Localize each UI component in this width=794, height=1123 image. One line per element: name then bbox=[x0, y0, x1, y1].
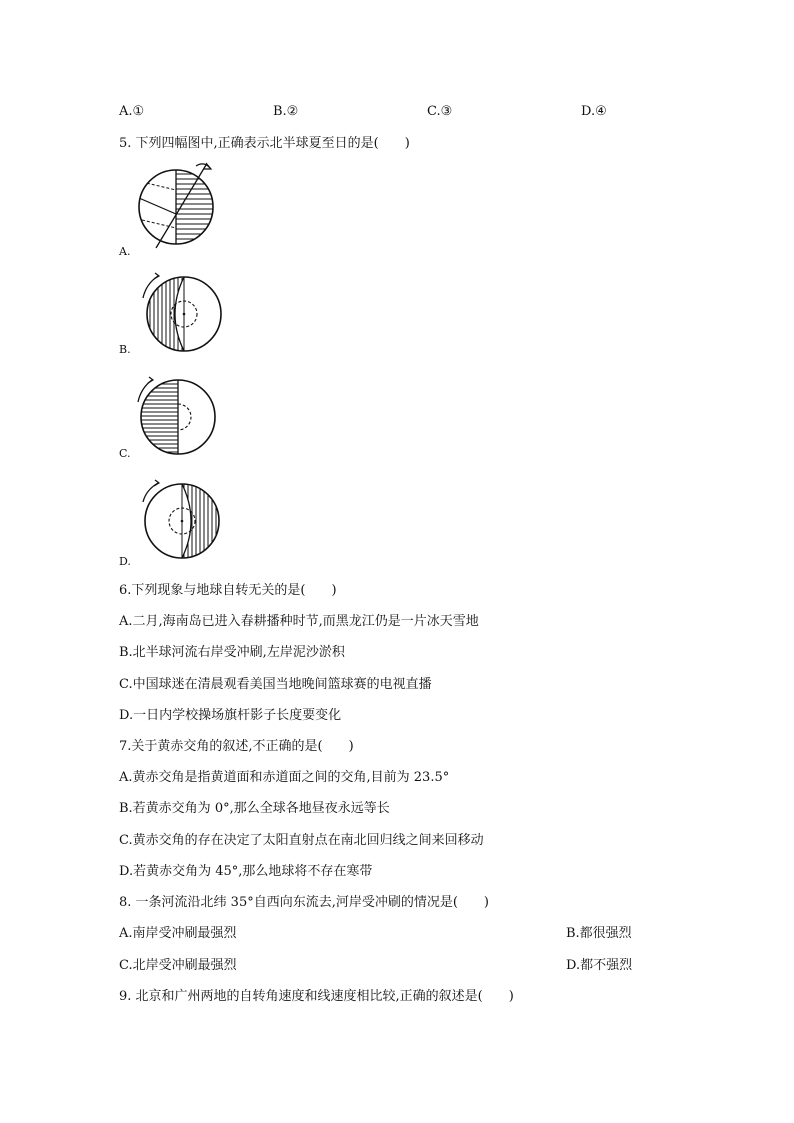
q5-figure-b bbox=[138, 270, 228, 360]
q5-label-d: D. bbox=[119, 555, 131, 568]
q8-option-d: D.都不强烈 bbox=[566, 958, 633, 973]
q6-option-d: D.一日内学校操场旗杆影子长度要变化 bbox=[119, 708, 342, 723]
q7-option-d: D.若黄赤交角为 45°,那么地球将不存在寒带 bbox=[119, 864, 373, 879]
q6-option-b: B.北半球河流右岸受冲刷,左岸泥沙淤积 bbox=[119, 645, 345, 660]
q8-option-c: C.北岸受冲刷最强烈 bbox=[119, 958, 237, 973]
q9-stem: 9. 北京和广州两地的自转角速度和线速度相比较,正确的叙述是( ) bbox=[119, 989, 514, 1004]
q6-stem: 6.下列现象与地球自转无关的是( ) bbox=[119, 583, 337, 598]
q7-stem: 7.关于黄赤交角的叙述,不正确的是( ) bbox=[119, 739, 354, 754]
q5-figure-a bbox=[134, 162, 234, 252]
q8-option-b: B.都很强烈 bbox=[566, 926, 632, 941]
q8-option-a: A.南岸受冲刷最强烈 bbox=[119, 926, 237, 941]
q5-label-a: A. bbox=[119, 245, 131, 258]
q5-stem: 5. 下列四幅图中,正确表示北半球夏至日的是( ) bbox=[119, 136, 410, 151]
q4-option-a: A.① bbox=[119, 104, 145, 119]
q4-option-b: B.② bbox=[273, 104, 299, 119]
q4-option-d: D.④ bbox=[581, 104, 607, 119]
q5-figure-d bbox=[138, 478, 228, 566]
q5-label-b: B. bbox=[119, 343, 131, 356]
q4-option-c: C.③ bbox=[427, 104, 453, 119]
q7-option-a: A.黄赤交角是指黄道面和赤道面之间的交角,目前为 23.5° bbox=[119, 770, 450, 785]
q6-option-c: C.中国球迷在清晨观看美国当地晚间篮球赛的电视直播 bbox=[119, 677, 432, 692]
q5-label-c: C. bbox=[119, 447, 131, 460]
q7-option-b: B.若黄赤交角为 0°,那么全球各地昼夜永远等长 bbox=[119, 801, 390, 816]
q7-option-c: C.黄赤交角的存在决定了太阳直射点在南北回归线之间来回移动 bbox=[119, 833, 484, 848]
q6-option-a: A.二月,海南岛已进入春耕播种时节,而黑龙江仍是一片冰天雪地 bbox=[119, 614, 479, 629]
q5-figure-c bbox=[134, 374, 224, 462]
q8-stem: 8. 一条河流沿北纬 35°自西向东流去,河岸受冲刷的情况是( ) bbox=[119, 895, 489, 910]
